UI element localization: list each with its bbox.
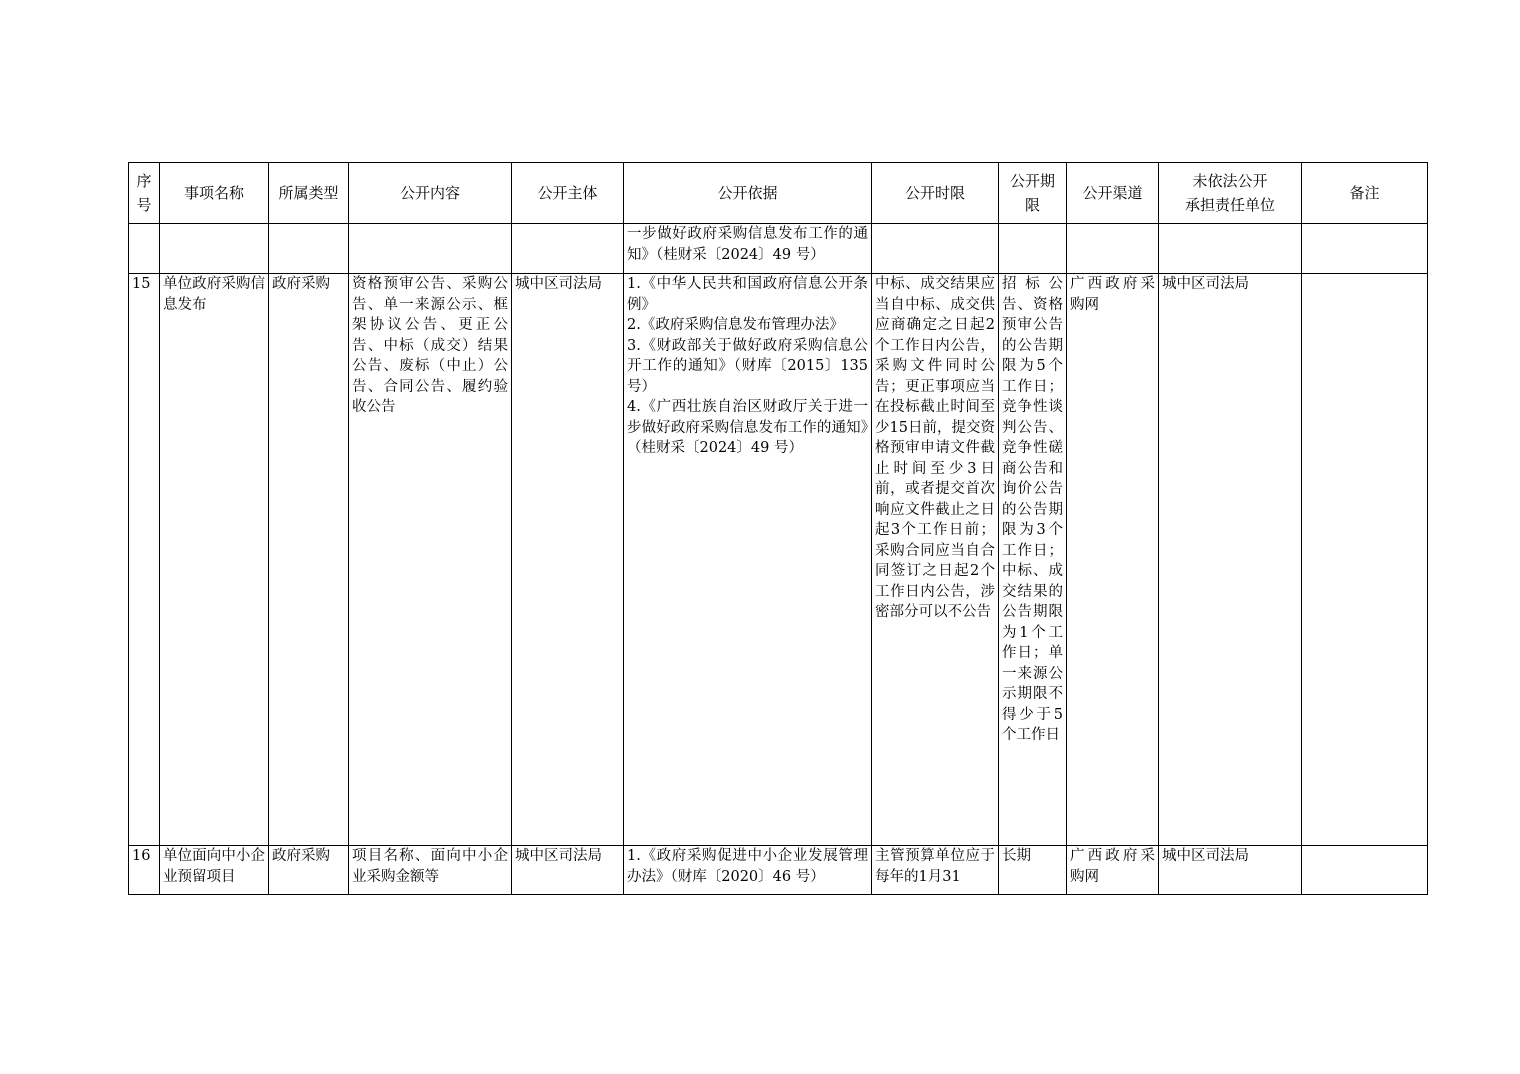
header-subject: 公开主体 — [512, 163, 624, 224]
header-basis: 公开依据 — [624, 163, 872, 224]
cell-channel — [1067, 224, 1159, 274]
cell-time-limit: 主管预算单位应于每年的1月31 — [872, 846, 999, 895]
cell-note — [1302, 274, 1428, 846]
cell-channel: 广西政府采购网 — [1067, 846, 1159, 895]
cell-seq: 16 — [129, 846, 160, 895]
cell-type: 政府采购 — [269, 846, 349, 895]
header-responsibility: 未依法公开 承担责任单位 — [1159, 163, 1302, 224]
disclosure-table — [128, 162, 1428, 895]
cell-period — [999, 224, 1067, 274]
cell-content — [349, 224, 512, 274]
cell-note — [1302, 846, 1428, 895]
cell-subject — [512, 224, 624, 274]
cell-name: 单位面向中小企业预留项目 — [160, 846, 269, 895]
cell-content: 项目名称、面向中小企业采购金额等 — [349, 846, 512, 895]
cell-period: 招标公告、资格预审公告的公告期限为5个工作日；竞争性谈判公告、竞争性磋商公告和询价公告的公告期限为3个工作日；中标、成交结果的公告期限为1个工作日；单一来源公示期限不得少于5个工作日 — [999, 274, 1067, 846]
header-time-limit: 公开时限 — [872, 163, 999, 224]
cell-basis: 1.《政府采购促进中小企业发展管理办法》（财库〔2020〕46 号） — [624, 846, 872, 895]
cell-seq: 15 — [129, 274, 160, 846]
header-content: 公开内容 — [349, 163, 512, 224]
cell-name: 单位政府采购信息发布 — [160, 274, 269, 846]
table-header-row — [129, 163, 1428, 224]
cell-type — [269, 224, 349, 274]
table-row-15 — [129, 274, 1428, 846]
cell-channel: 广西政府采购网 — [1067, 274, 1159, 846]
cell-time-limit — [872, 224, 999, 274]
header-channel: 公开渠道 — [1067, 163, 1159, 224]
cell-subject: 城中区司法局 — [512, 274, 624, 846]
cell-basis: 一步做好政府采购信息发布工作的通知》（桂财采〔2024〕49 号） — [624, 224, 872, 274]
header-seq: 序 号 — [129, 163, 160, 224]
cell-time-limit: 中标、成交结果应当自中标、成交供应商确定之日起2个工作日内公告，采购文件同时公告；更正事项应当在投标截止时间至少15日前，提交资格预审申请文件截止时间至少3日前，或者提交首次响应文件截止之日起3个工作日前；采购合同应当自合同签订之日起2个工作日内公告，涉密部分可以不公告 — [872, 274, 999, 846]
cell-seq — [129, 224, 160, 274]
cell-type: 政府采购 — [269, 274, 349, 846]
cell-content: 资格预审公告、采购公告、单一来源公示、框架协议公告、更正公告、中标（成交）结果公告、废标（中止）公告、合同公告、履约验收公告 — [349, 274, 512, 846]
cell-basis: 1.《中华人民共和国政府信息公开条例》 2.《政府采购信息发布管理办法》 3.《财政部关于做好政府采购信息公开工作的通知》（财库〔2015〕135 号） 4.《广西壮族自治区财政厅关于进一步做好政府采购信息发布工作的通知》（桂财采〔2024〕49 号） — [624, 274, 872, 846]
cell-resp: 城中区司法局 — [1159, 274, 1302, 846]
header-period: 公开期 限 — [999, 163, 1067, 224]
header-item-name: 事项名称 — [160, 163, 269, 224]
cell-note — [1302, 224, 1428, 274]
table-row-continuation — [129, 224, 1428, 274]
cell-resp — [1159, 224, 1302, 274]
cell-name — [160, 224, 269, 274]
header-note: 备注 — [1302, 163, 1428, 224]
cell-subject: 城中区司法局 — [512, 846, 624, 895]
header-type: 所属类型 — [269, 163, 349, 224]
cell-resp: 城中区司法局 — [1159, 846, 1302, 895]
table-row-16 — [129, 846, 1428, 895]
cell-period: 长期 — [999, 846, 1067, 895]
